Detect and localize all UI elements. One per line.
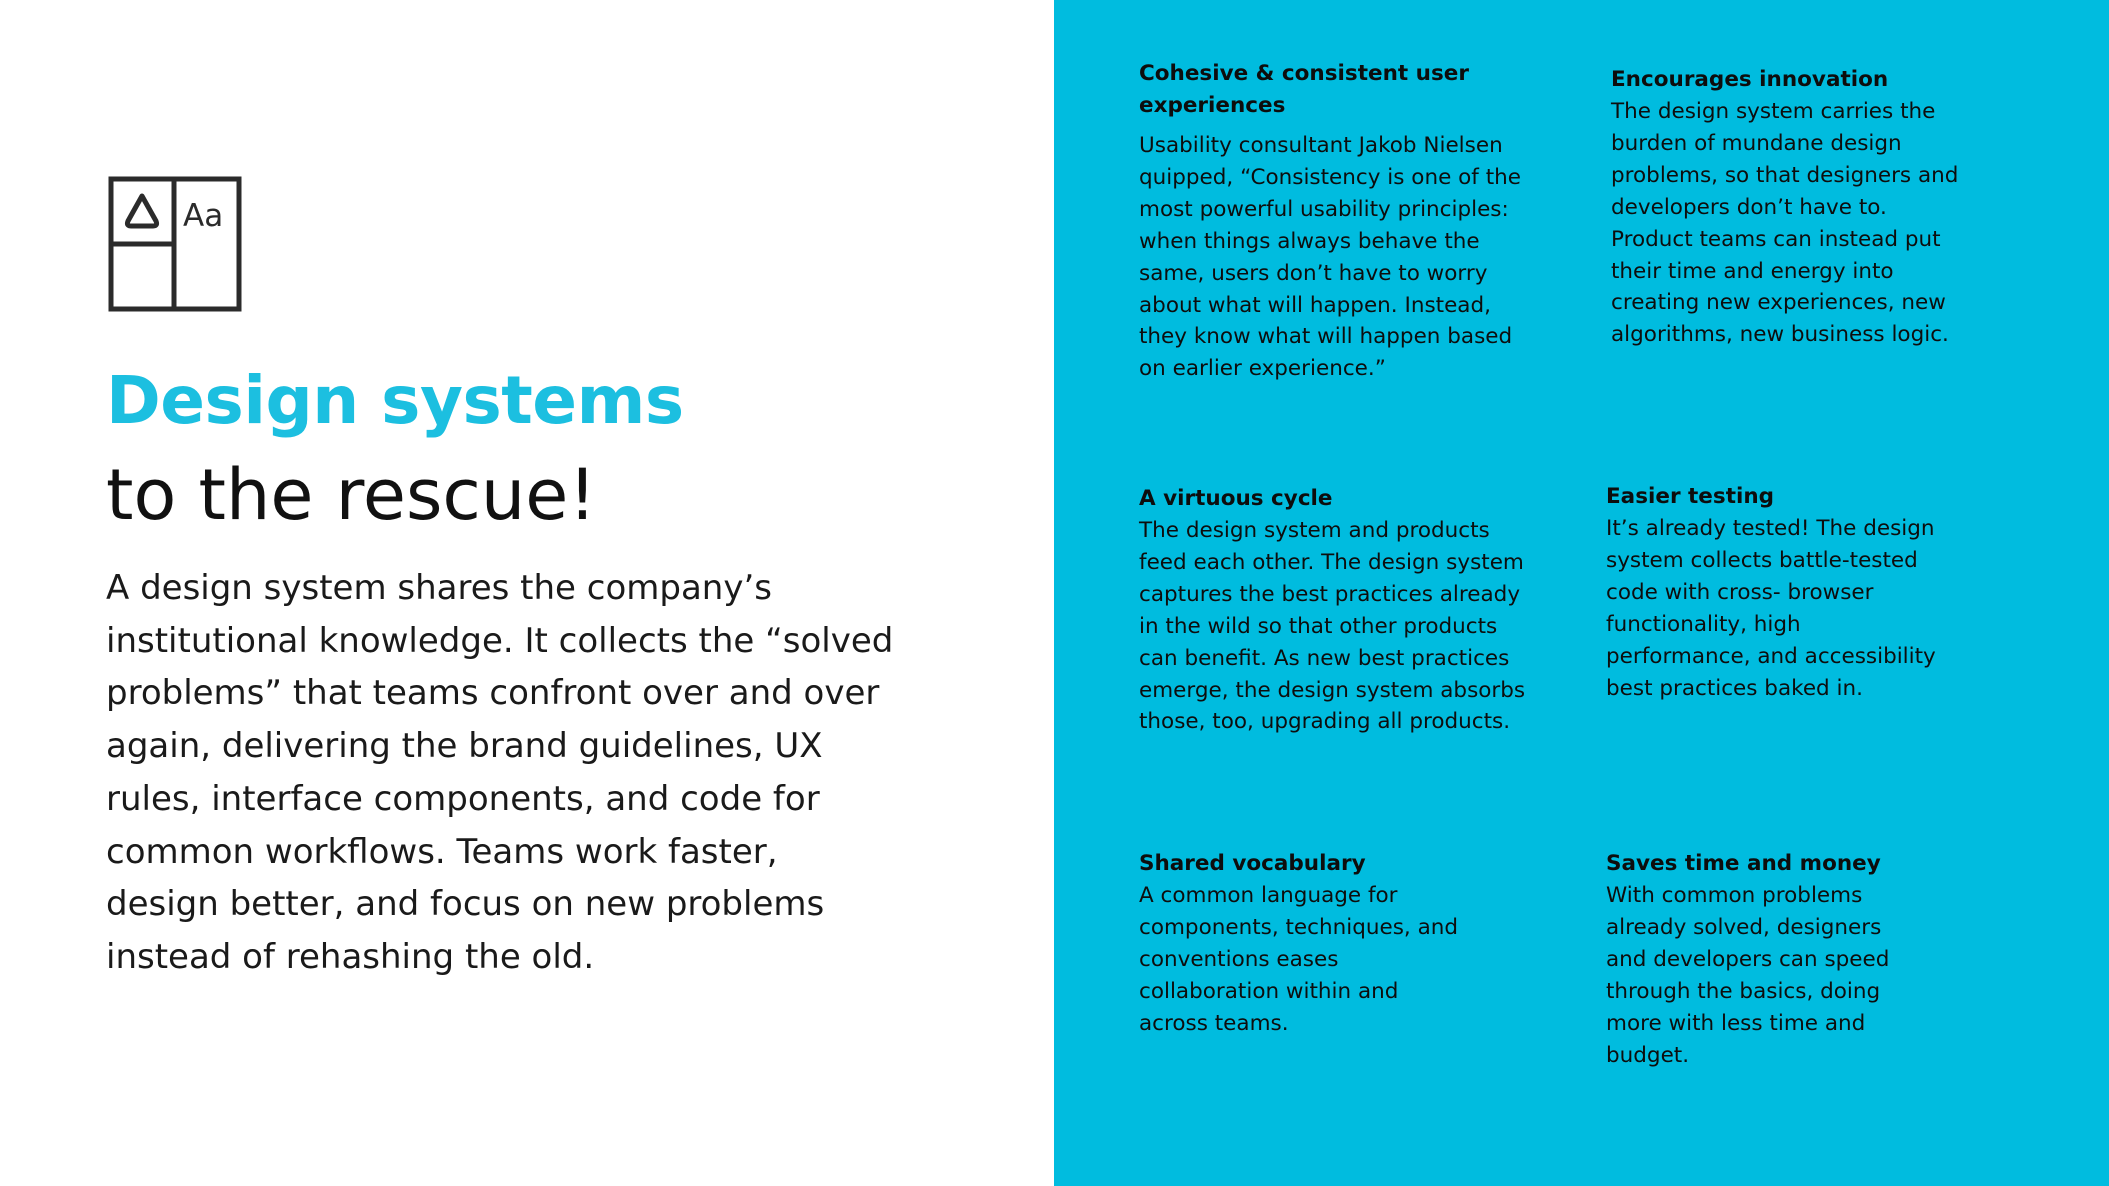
benefit-card-consistency xyxy=(1139,58,1539,385)
benefit-title: Easier testing xyxy=(1606,484,1775,509)
benefit-title: Encourages innovation xyxy=(1611,67,1889,92)
page-title: Design systems xyxy=(106,362,684,439)
benefit-card-time-money xyxy=(1606,848,1926,1071)
benefit-card-innovation xyxy=(1611,64,1971,351)
intro-paragraph: A design system shares the company’s institutional knowledge. It collects the “solved problems” that teams confront over and over again, delivering the brand guidelines, UX rules, interface components, and code for common workflows. Teams work faster, design better, and focus on new problems instead of rehashing the old. xyxy=(106,568,894,977)
benefit-title: Shared vocabulary xyxy=(1139,851,1366,876)
glyph-text: Aa xyxy=(183,198,224,234)
benefit-title: A virtuous cycle xyxy=(1139,486,1333,511)
benefit-text: A common language for components, techniques, and conventions eases collaboration within and across teams. xyxy=(1139,883,1459,1036)
benefit-text: The design system carries the burden of mundane design problems, so that designers and developers don’t have to. Product teams can instead put their time and energy into creating new experiences, new algorithms, new business logic. xyxy=(1611,99,1959,348)
benefit-text: Usability consultant Jakob Nielsen quipped, “Consistency is one of the most powerful usability principles: when things always behave the same, users don’t have to worry about what will happen. Instead, they know what will happen based on earlier experience.” xyxy=(1139,133,1521,382)
benefit-title: Saves time and money xyxy=(1606,851,1881,876)
benefit-card-testing xyxy=(1606,481,1946,704)
benefit-text: The design system and products feed each other. The design system captures the best practices already in the wild so that other products can benefit. As new best practices emerge, the design system absorbs those, too, upgrading all products. xyxy=(1139,518,1526,735)
benefit-title: Cohesive & consistent user experiences xyxy=(1139,61,1469,118)
benefit-card-vocabulary xyxy=(1139,848,1459,1040)
design-system-grid-icon xyxy=(108,176,242,312)
page-subtitle: to the rescue! xyxy=(106,454,597,536)
benefit-text: With common problems already solved, designers and developers can speed through the basics, doing more with less time and budget. xyxy=(1606,883,1890,1068)
left-panel xyxy=(0,0,1054,1186)
benefit-card-virtuous-cycle xyxy=(1139,483,1539,738)
triangle-icon xyxy=(127,196,156,226)
benefit-text: It’s already tested! The design system collects battle-tested code with cross- browser functionality, high performance, and accessibility best practices baked in. xyxy=(1606,516,1936,701)
